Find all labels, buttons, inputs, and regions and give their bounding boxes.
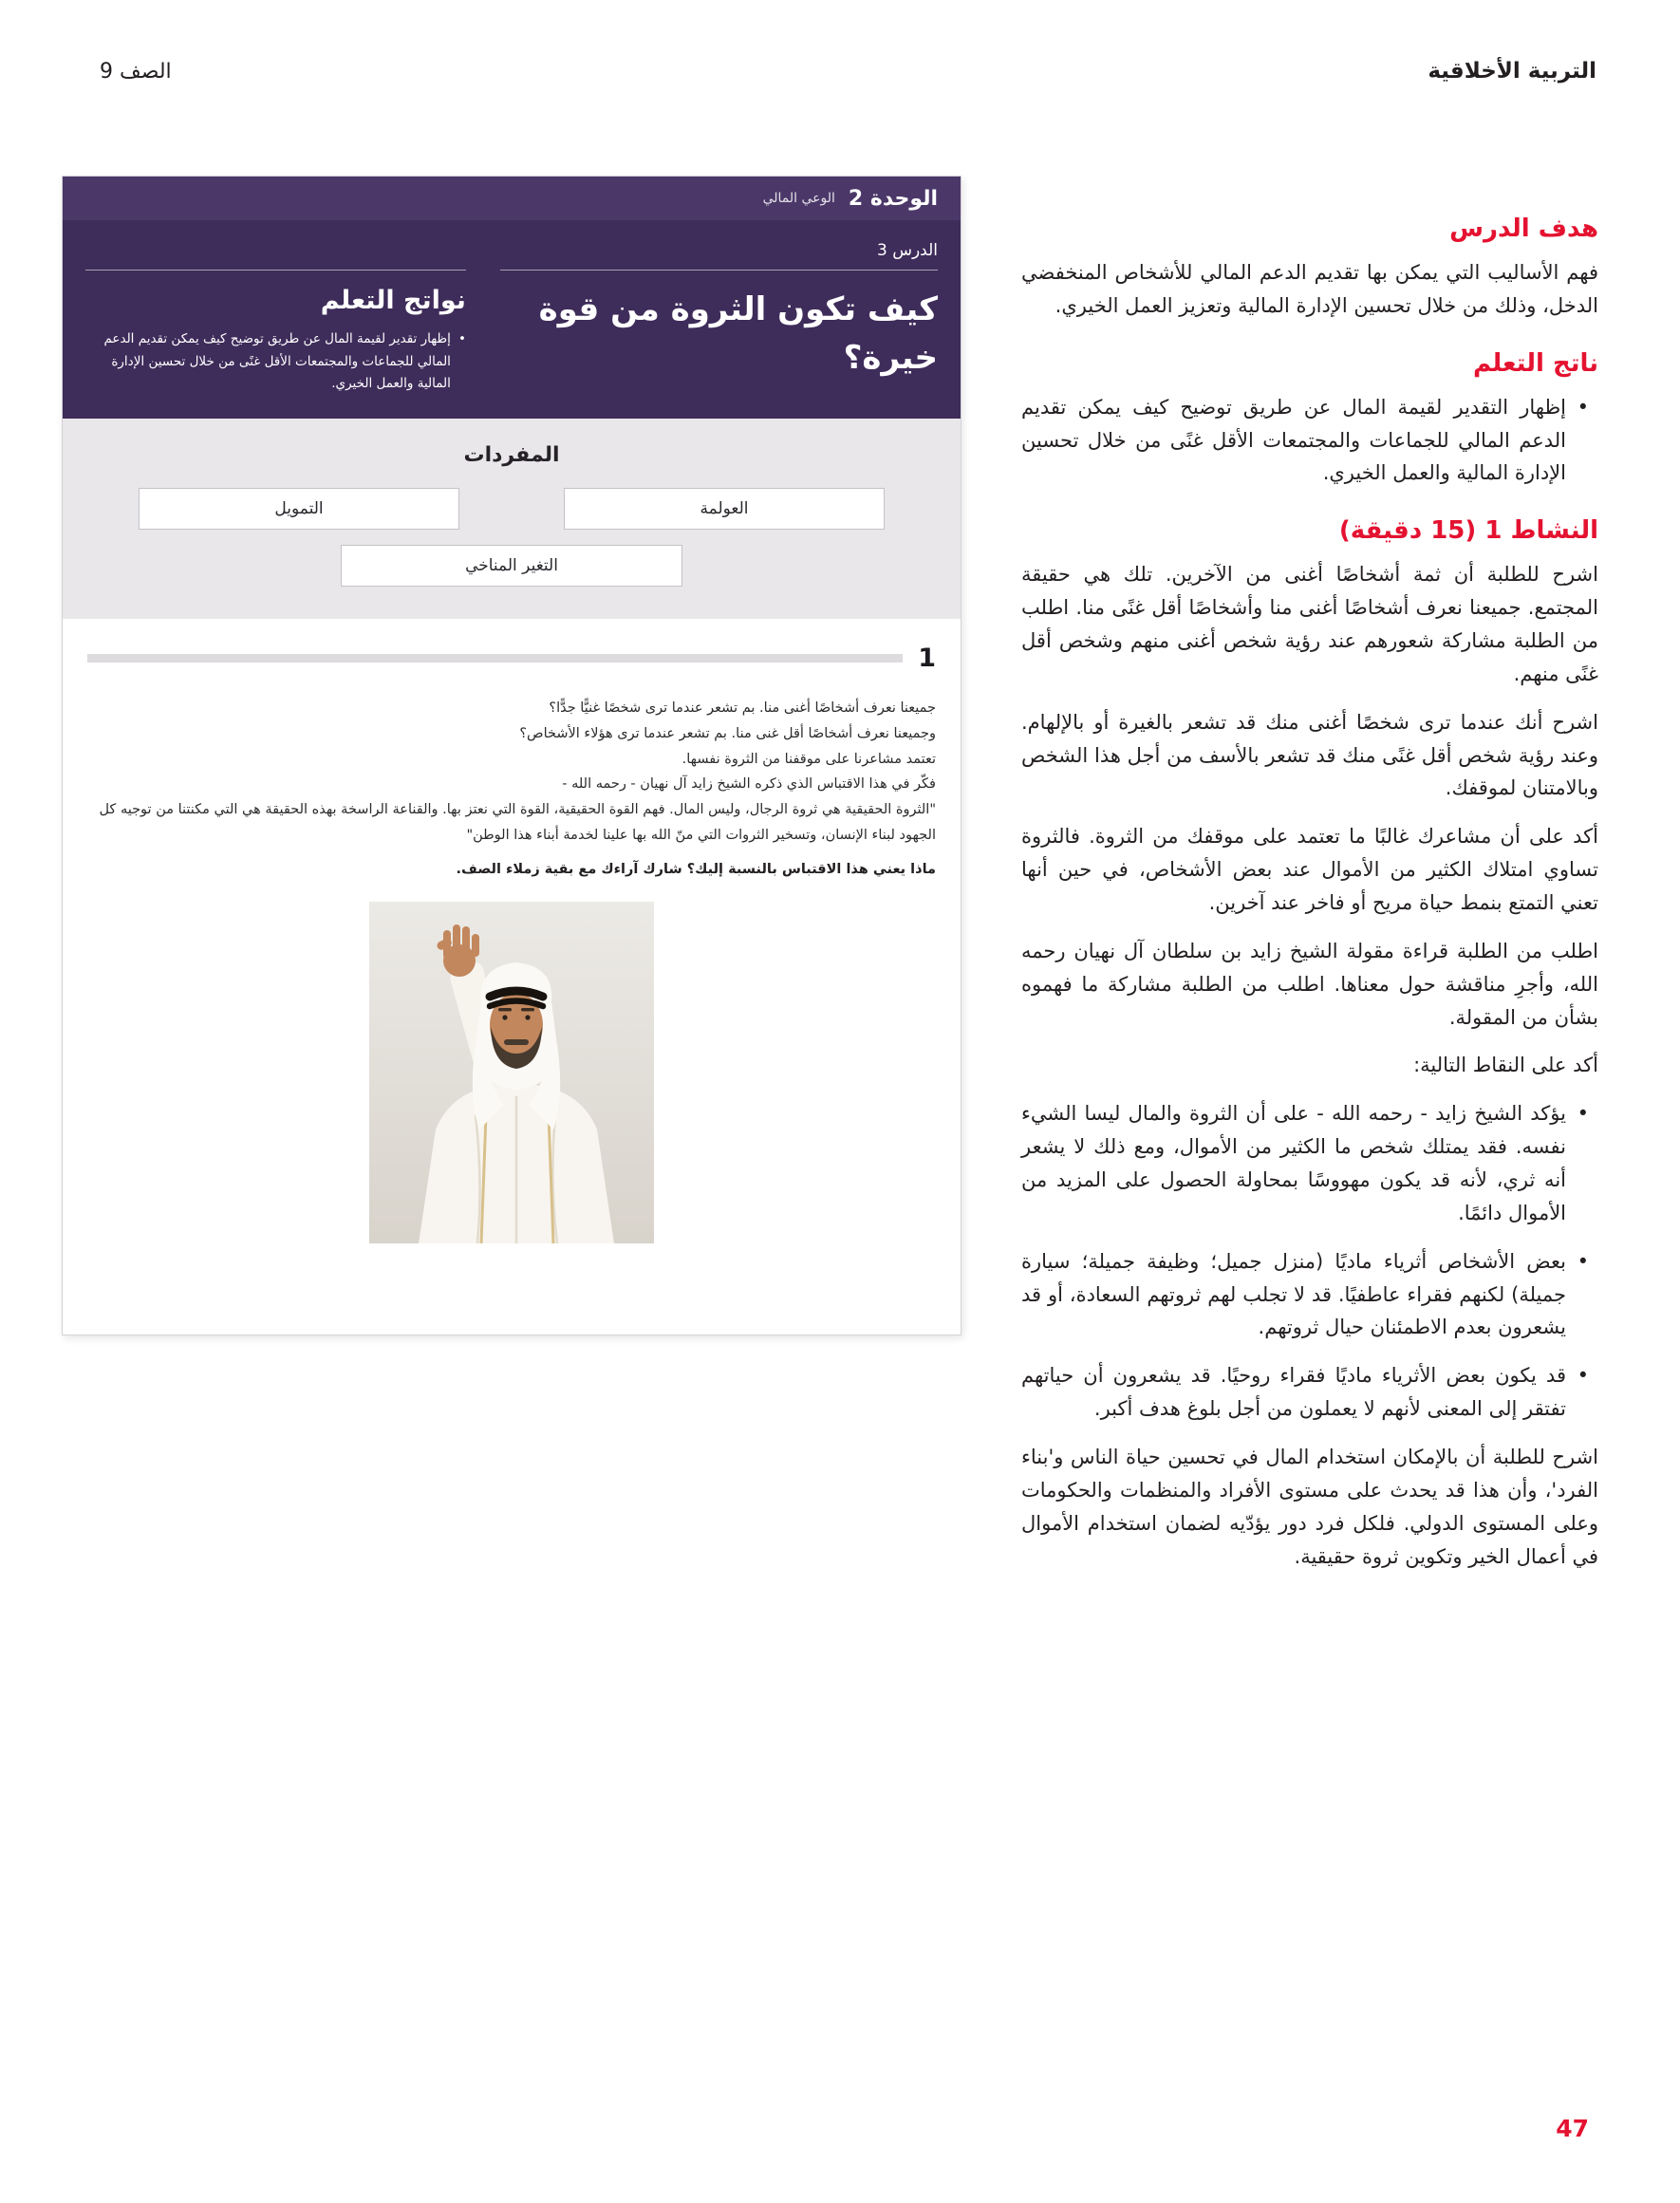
activity-text-line: وجميعنا نعرف أشخاصًا أقل غنى منا. بم تشعر عندما ترى هؤلاء الأشخاص؟ <box>519 725 936 741</box>
vocabulary-title: المفردات <box>463 442 560 467</box>
learning-outcomes-block <box>85 270 466 396</box>
vocab-term-financing: التمويل <box>139 488 459 530</box>
textbook-page <box>62 176 961 1335</box>
learning-outcome-heading: ناتج التعلم <box>1472 348 1598 378</box>
page-header <box>100 59 1596 84</box>
lesson-header-band <box>63 177 961 419</box>
learning-outcomes-bullet: • إظهار تقدير لقيمة المال عن طريق توضيح كيف يمكن تقديم الدعم المالي للجماعات والمجتمعات الأقل غنًى من خلال تحسين الإدارة المالية والعمل الخيري. <box>85 328 466 396</box>
learning-outcome-list <box>1021 391 1593 491</box>
key-point-item: • بعض الأشخاص أثرياء ماديًا (منزل جميل؛ وظيفة جميلة؛ سيارة جميلة) لكنهم فقراء عاطفيًا. قد لا تجلب لهم ثروتهم السعادة، أو قد يشعرون بعدم الاطمئنان حيال ثروتهم. <box>1021 1245 1593 1345</box>
activity-question: ماذا يعني هذا الاقتباس بالنسبة إليك؟ شارك آراءك مع بقية زملاء الصف. <box>456 861 936 877</box>
vocab-term-climate-change: التغير المناخي <box>341 545 682 587</box>
lesson-title: كيف تكون الثروة من قوة خيرة؟ <box>538 290 938 377</box>
key-point-item: • قد يكون بعض الأثرياء ماديًا فقراء روحيًا. قد يشعرون أن حياتهم تفتقر إلى المعنى لأنهم لا يعملون من أجل بلوغ هدف أكبر. <box>1021 1359 1593 1426</box>
subject-title: التربية الأخلاقية <box>1428 59 1596 84</box>
sheikh-zayed-photo <box>369 902 654 1243</box>
activity-paragraph: اشرح للطلبة أن ثمة أشخاصًا أغنى من الآخرين. تلك هي حقيقة المجتمع. جميعنا نعرف أشخاصًا أغنى منا وأشخاصًا أقل غنًى منا. اطلب من الطلبة مشاركة شعورهم عند رؤية شخص أغنى منهم وشخص أقل غنًى منهم. <box>1021 563 1598 685</box>
closing-paragraph: اشرح للطلبة أن بالإمكان استخدام المال في تحسين حياة الناس و'بناء الفرد'، وأن هذا قد يحدث على مستوى الأفراد والمنظمات والحكومات وعلى المستوى الدولي. فلكل فرد دور يؤدّيه لضمان استخدام الأموال في أعمال الخير وتكوين ثروة حقيقية. <box>1021 1446 1598 1568</box>
activity-text <box>87 696 936 849</box>
activity-text-line: جميعنا نعرف أشخاصًا أغنى منا. بم تشعر عندما ترى شخصًا غنيًّا جدًّا؟ <box>549 700 936 716</box>
lesson-objective-heading: هدف الدرس <box>1449 215 1598 243</box>
teacher-guide-column <box>1021 215 1598 1589</box>
activity-number: 1 <box>918 643 936 673</box>
page-number: 47 <box>1556 2115 1589 2142</box>
student-activity-section <box>63 619 961 1243</box>
grade-label: الصف 9 <box>100 60 172 84</box>
activity-text-line: تعتمد مشاعرنا على موقفنا من الثروة نفسها. <box>681 751 936 767</box>
key-point-item: • يؤكد الشيخ زايد - رحمه الله - على أن الثروة والمال ليسا الشيء نفسه. فقد يمتلك شخص ما الكثير من الأموال، ومع ذلك لا يشعر أنه ثري، لأنه قد يكون مهووسًا بمحاولة الحصول على المزيد من الأموال دائمًا. <box>1021 1097 1593 1229</box>
vocabulary-section <box>63 419 961 619</box>
activity-1-heading: النشاط 1 (15 دقيقة) <box>1338 516 1598 546</box>
lesson-label: الدرس 3 <box>876 241 938 260</box>
activity-text-line: فكّر في هذا الاقتباس الذي ذكره الشيخ زايد آل نهيان - رحمه الله - <box>562 776 936 793</box>
unit-banner <box>63 177 961 220</box>
activity-paragraph: اطلب من الطلبة قراءة مقولة الشيخ زايد بن سلطان آل نهيان رحمه الله، وأجرِ مناقشة حول معناها. اطلب من الطلبة مشاركة ما فهموه بشأن من المقولة. <box>1021 939 1598 1029</box>
unit-label: الوحدة 2 <box>848 186 938 211</box>
activity-paragraph: أكد على أن مشاعرك غالبًا ما تعتمد على موقفك من الثروة. فالثروة تساوي امتلاك الكثير من الأموال عند بعض الأشخاص، في حين أنها تعني التمتع بنمط حياة مريح أو فاخر عند آخرين. <box>1021 825 1598 915</box>
unit-topic-label: الوعي المالي <box>762 191 835 206</box>
learning-outcomes-title: نواتج التعلم <box>320 286 466 315</box>
points-intro: أكد على النقاط التالية: <box>1413 1054 1598 1077</box>
divider-line <box>87 654 903 663</box>
activity-quote: "الثروة الحقيقية هي ثروة الرجال، وليس المال. فهم القوة الحقيقية، القوة التي نعتز بها. والقناعة الراسخة بهذه الحقيقة هي التي مكنتنا من توجيه كل الجهود لبناء الإنسان، وتسخير الثروات التي منّ الله بها علينا لخدمة أبناء هذا الوطن" <box>99 802 936 843</box>
lesson-title-block <box>500 270 938 396</box>
activity-number-divider <box>87 644 936 673</box>
vocab-term-globalization: العولمة <box>564 488 885 530</box>
key-points-list <box>1021 1097 1593 1426</box>
activity-paragraph: اشرح أنك عندما ترى شخصًا أغنى منك قد تشعر بالغيرة أو بالإلهام. وعند رؤية شخص أقل غنًى منك قد تشعر بالأسف من أجل هذا الشخص وبالامتنان لموقفك. <box>1021 710 1598 800</box>
lesson-objective-text: فهم الأساليب التي يمكن بها تقديم الدعم المالي للأشخاص المنخفضي الدخل، وذلك من خلال تحسين الإدارة المالية وتعزيز العمل الخيري. <box>1021 261 1598 317</box>
learning-outcome-item: • إظهار التقدير لقيمة المال عن طريق توضيح كيف يمكن تقديم الدعم المالي للجماعات والمجتمعات الأقل غنًى من خلال تحسين الإدارة المالية والعمل الخيري. <box>1021 391 1593 491</box>
